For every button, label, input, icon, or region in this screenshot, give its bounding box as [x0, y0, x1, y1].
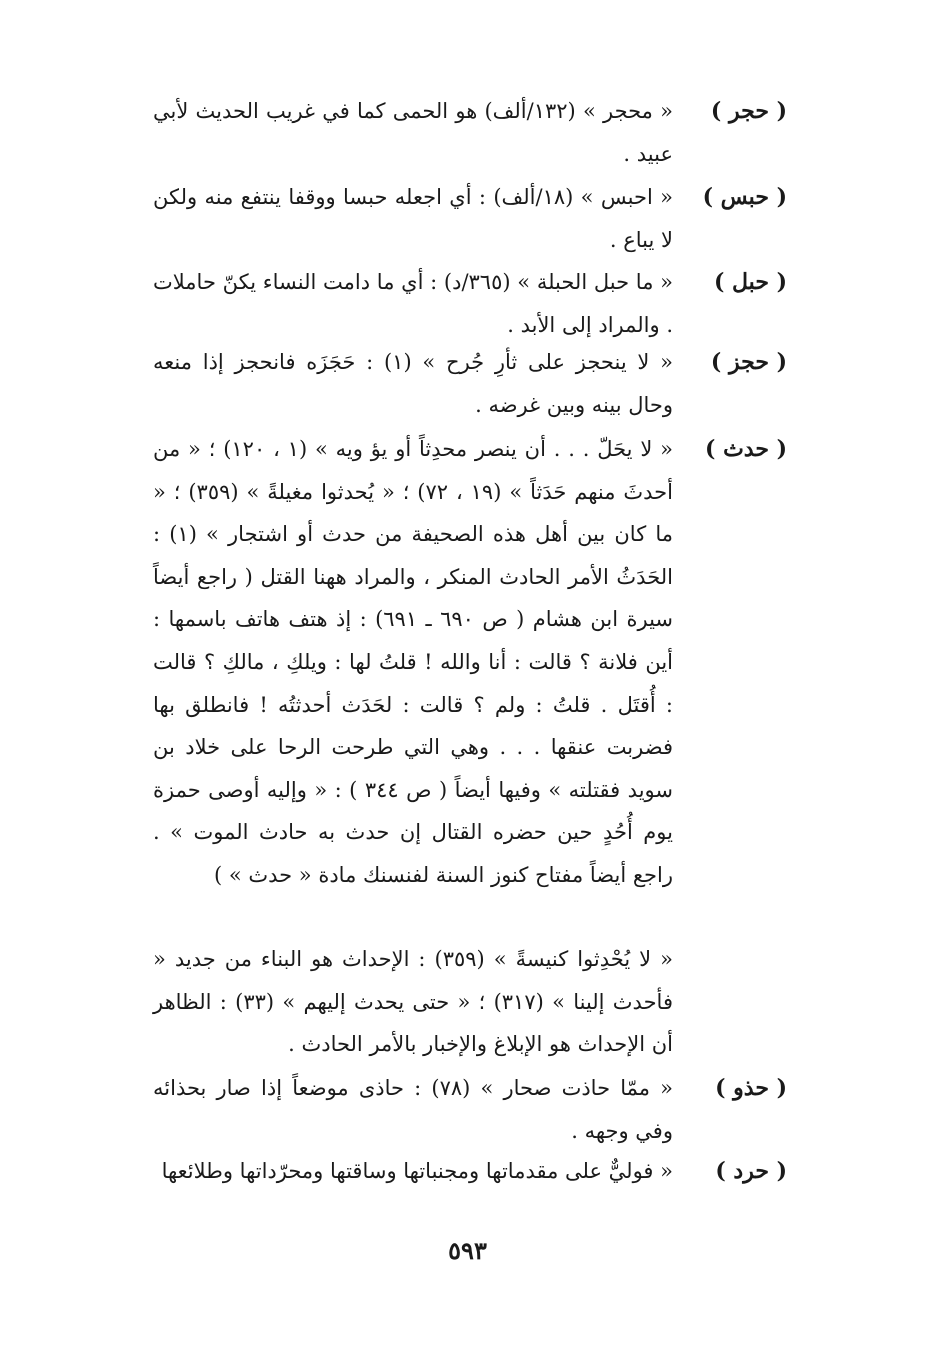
entry-text: « ممّا حاذت صحار » (٧٨) : حاذى موضعاً إذا صار بحذائه وفي وجهه . [153, 1076, 674, 1143]
page-number: ٥٩٣ [448, 1236, 487, 1265]
entry-text: « احبس » (١٨/ألف) : أي اجعله حبسا ووقفا ينتفع منه ولكن لا يباع . [153, 185, 673, 252]
entry-key: ( حرد ) [715, 1158, 787, 1184]
entry-text: « محجر » (١٣٢/ألف) هو الحمى كما في غريب الحديث لأبي عبيد . [153, 99, 673, 166]
entry-key: ( حدث ) [705, 436, 787, 462]
entry-text: « لا يحَلّ . . . أن ينصر محدِثاً أو يؤ ويه » (١ ، ١٢٠) ؛ « من أحدثَ منهم حَدَثاً » (١٩ ، ٧٢) ؛ « يُحدثوا مغيلةً » (٣٥٩) ؛ « ما كان بين أهل هذه الصحيفة من حدث أو اشتجار » (١) : الحَدَثُ الأمر الحادث المنكر ، والمراد ههنا القتل ( راجع أيضاً سيرة ابن هشام ( ص ٦٩٠ ـ ٦٩١) : إذ هتف هاتف باسمها : أين فلانة ؟ قالت : أنا والله ! قلتُ لها : ويلكِ ، مالكِ ؟ قالت : أُقتَل . قلتُ : ولم ؟ قالت : لحَدَث أحدثتُه ! فانطلق بها فضربت عنقها . . . وهي التي طرحت الرحا على خلاد بن سويد فقتلته » وفيها أيضاً ( ص ٣٤٤ ) : « وإليه أوصى حمزة يوم أُحُدٍ حين حضره القتال إن حدث به حادث الموت » . راجع أيضاً مفتاح كنوز السنة لفنسنك مادة « حدث » ) [153, 437, 673, 887]
entry-key: ( حجز ) [710, 349, 787, 375]
entry-text: « لا يُحْدِثوا كنيسةً » (٣٥٩) : الإحداث هو البناء من جديد « فأحدث إلينا » (٣١٧) ؛ « حتى يحدث إليهم » (٣٣) : الظاهر أن الإحداث هو الإبلاغ والإخبار بالأمر الحادث . [153, 947, 673, 1057]
entry-key: ( حبل ) [713, 269, 787, 295]
entry-text: « فوليٌّ على مقدماتها ومجنباتها وساقتها ومحرّداتها وطلائعها [161, 1159, 673, 1183]
entry-key: ( حجر ) [710, 98, 787, 124]
entry-text: « لا ينحجز على ثأرِ جُرح » (١) : حَجَزَه فانحجز إذا منعه وحال بينه وبين غرضه . [153, 350, 674, 417]
entry-text: « ما حبل الحبلة » (٣٦٥/د) : أي ما دامت النساء يكنّ حاملات . والمراد إلى الأبد . [153, 270, 673, 337]
entry-key: ( حبس ) [702, 184, 787, 210]
entry-key: ( حذو ) [715, 1075, 787, 1101]
